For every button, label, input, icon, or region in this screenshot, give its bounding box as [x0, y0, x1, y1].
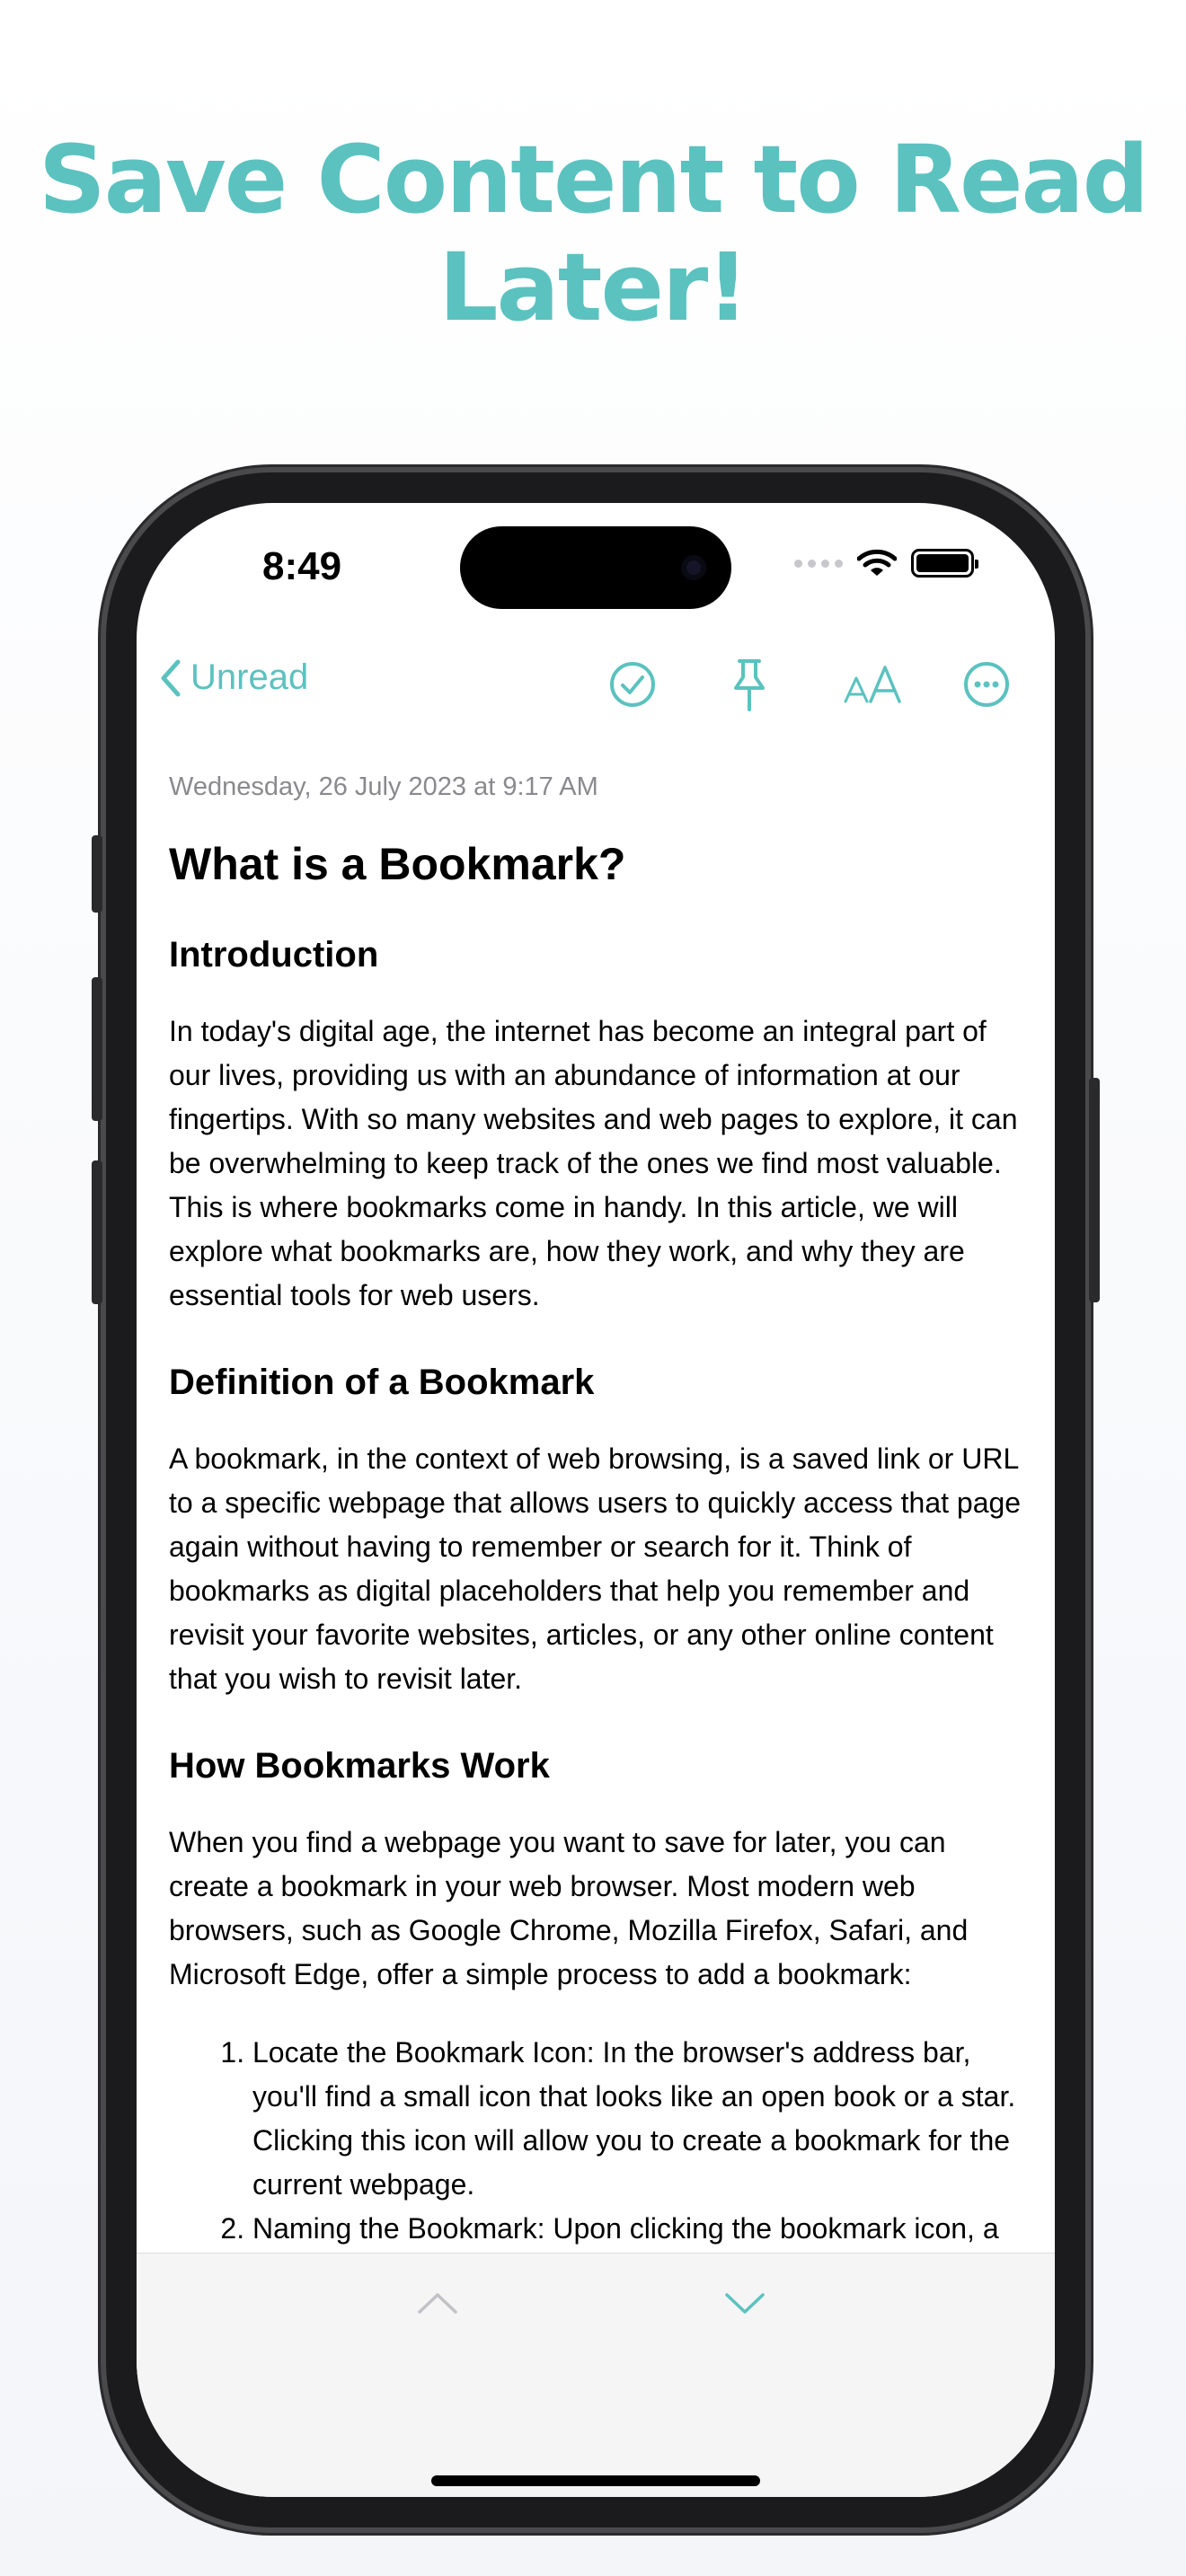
previous-article-button[interactable]: [415, 2289, 460, 2321]
pin-button[interactable]: [721, 656, 778, 713]
volume-down-button: [92, 1160, 102, 1304]
how-paragraph: When you find a webpage you want to save for later, you can create a bookmark in your web browser. Most modern web browsers, such as Google Chrome, Mozilla Firefox, Safari, and Microsoft Edge, offer a simple process to add a bookmark:: [169, 1826, 969, 1990]
more-icon: [961, 659, 1012, 710]
more-button[interactable]: [958, 656, 1015, 713]
action-button: [92, 835, 102, 913]
status-time: 8:49: [262, 544, 342, 588]
next-article-button[interactable]: [722, 2289, 767, 2321]
dynamic-island: [460, 526, 731, 609]
chevron-left-icon: [158, 658, 181, 698]
cellular-icon: [794, 560, 843, 568]
phone-frame: [101, 467, 1091, 2533]
camera-icon: [681, 555, 706, 580]
section-heading-definition: Definition of a Bookmark: [169, 1363, 595, 1402]
back-button[interactable]: [158, 657, 308, 698]
article-date: Wednesday, 26 July 2023 at 9:17 AM: [169, 772, 598, 801]
bottom-toolbar: [137, 2253, 1055, 2497]
headline: Save Content to Read Later!: [38, 125, 1148, 342]
navigation-bar: [137, 638, 1055, 728]
article-content: [169, 772, 1022, 2339]
home-indicator: [431, 2475, 760, 2486]
phone-screen: [137, 503, 1055, 2497]
article-title: What is a Bookmark?: [169, 839, 626, 889]
battery-icon: [911, 549, 974, 578]
list-item: 2. Naming the Bookmark: Upon clicking the bookmark icon, a: [252, 2207, 1022, 2339]
wifi-icon: [857, 548, 897, 578]
chevron-up-icon: [415, 2289, 460, 2316]
chevron-down-icon: [722, 2289, 767, 2316]
pin-icon: [727, 656, 772, 713]
text-size-icon: [842, 662, 905, 707]
definition-paragraph: A bookmark, in the context of web browsing, is a saved link or URL to a specific webpage that allows users to quickly access that page again without having to remember or search for it. Think of bookmarks as digital placeholders that help you remember and revisit your favorite websites, articles, or any other online content that you wish to revisit later.: [169, 1442, 1022, 1695]
section-heading-introduction: Introduction: [169, 935, 379, 975]
intro-paragraph: In today's digital age, the internet has become an integral part of our lives, providing us with an abundance of information at our fingertips. With so many websites and web pages to explore, it can be overwhelming to keep track of the ones we find most valuable. This is where bookmarks come in handy. In this article, we will explore what bookmarks are, how they work, and why they are essential tools for web users.: [169, 1015, 1018, 1311]
checkmark-circle-icon: [607, 659, 658, 710]
side-button: [1089, 1078, 1100, 1302]
text-size-button[interactable]: [837, 656, 909, 713]
back-label: Unread: [190, 657, 309, 697]
volume-up-button: [92, 977, 102, 1121]
status-icons: [794, 548, 974, 578]
section-heading-how-it-works: How Bookmarks Work: [169, 1746, 550, 1786]
list-item: 1. Locate the Bookmark Icon: In the browser's address bar, you'll find a small icon that looks like an open book or a star. Clicking this icon will allow you to create a bookmark for the current webpage.: [252, 2031, 1022, 2207]
mark-read-button[interactable]: [604, 656, 661, 713]
